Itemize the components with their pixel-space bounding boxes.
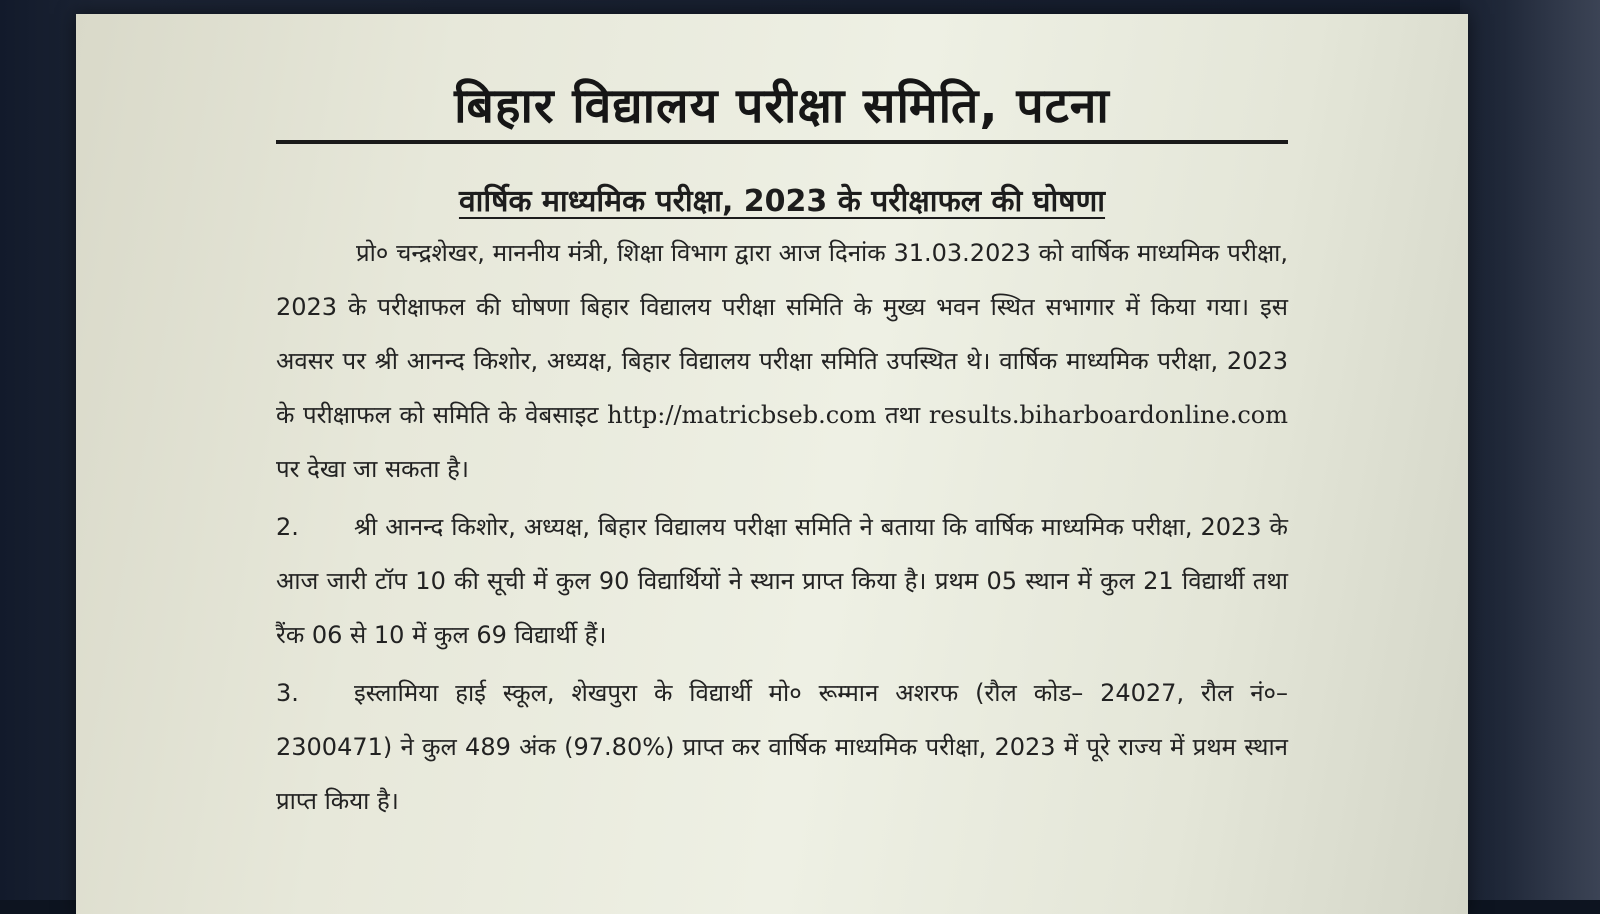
- announcement-subtitle-text: वार्षिक माध्यमिक परीक्षा, 2023 के परीक्षाफल की घोषणा: [458, 184, 1106, 219]
- paragraph-2-number: 2.: [276, 513, 299, 541]
- paragraph-3-number: 3.: [276, 679, 299, 707]
- paragraph-1-conjunction: तथा: [876, 401, 929, 429]
- document-page: [76, 14, 1468, 914]
- paragraph-2: [276, 500, 1288, 662]
- paragraph-1-ending: पर देखा जा सकता है।: [276, 455, 469, 483]
- paragraph-2-text: श्री आनन्द किशोर, अध्यक्ष, बिहार विद्यालय परीक्षा समिति ने बताया कि वार्षिक माध्यमिक परीक्षा, 2023 के आज जारी टॉप 10 की सूची में कुल 90 विद्यार्थियों ने स्थान प्राप्त किया है। प्रथम 05 स्थान में कुल 21 विद्यार्थी तथा रैंक 06 से 10 में कुल 69 विद्यार्थी हैं।: [276, 513, 1288, 649]
- paragraph-3: [276, 666, 1288, 828]
- title-underline-rule: [276, 140, 1288, 144]
- paragraph-1-text: प्रो० चन्द्रशेखर, माननीय मंत्री, शिक्षा विभाग द्वारा आज दिनांक 31.03.2023 को वार्षिक माध्यमिक परीक्षा, 2023 के परीक्षाफल की घोषणा बिहार विद्यालय परीक्षा समिति के मुख्य भवन स्थित सभागार में किया गया। इस अवसर पर श्री आनन्द किशोर, अध्यक्ष, बिहार विद्यालय परीक्षा समिति उपस्थित थे। वार्षिक माध्यमिक परीक्षा, 2023 के परीक्षाफल को समिति के वेबसाइट: [276, 239, 1288, 429]
- organization-title: बिहार विद्यालय परीक्षा समिति, पटना: [454, 78, 1110, 134]
- paragraph-3-text: इस्लामिया हाई स्कूल, शेखपुरा के विद्यार्थी मो० रूम्मान अशरफ (रौल कोड– 24027, रौल नं०– 2300471) ने कुल 489 अंक (97.80%) प्राप्त कर वार्षिक माध्यमिक परीक्षा, 2023 में पूरे राज्य में प्रथम स्थान प्राप्त किया है।: [276, 679, 1288, 815]
- monitor-edge-glow: [1460, 0, 1600, 900]
- website-url-1: http://matricbseb.com: [607, 401, 877, 429]
- website-url-2: results.biharboardonline.com: [928, 401, 1288, 429]
- announcement-subtitle: [276, 180, 1288, 224]
- document-body: [276, 74, 1288, 828]
- paragraph-1: [276, 226, 1288, 496]
